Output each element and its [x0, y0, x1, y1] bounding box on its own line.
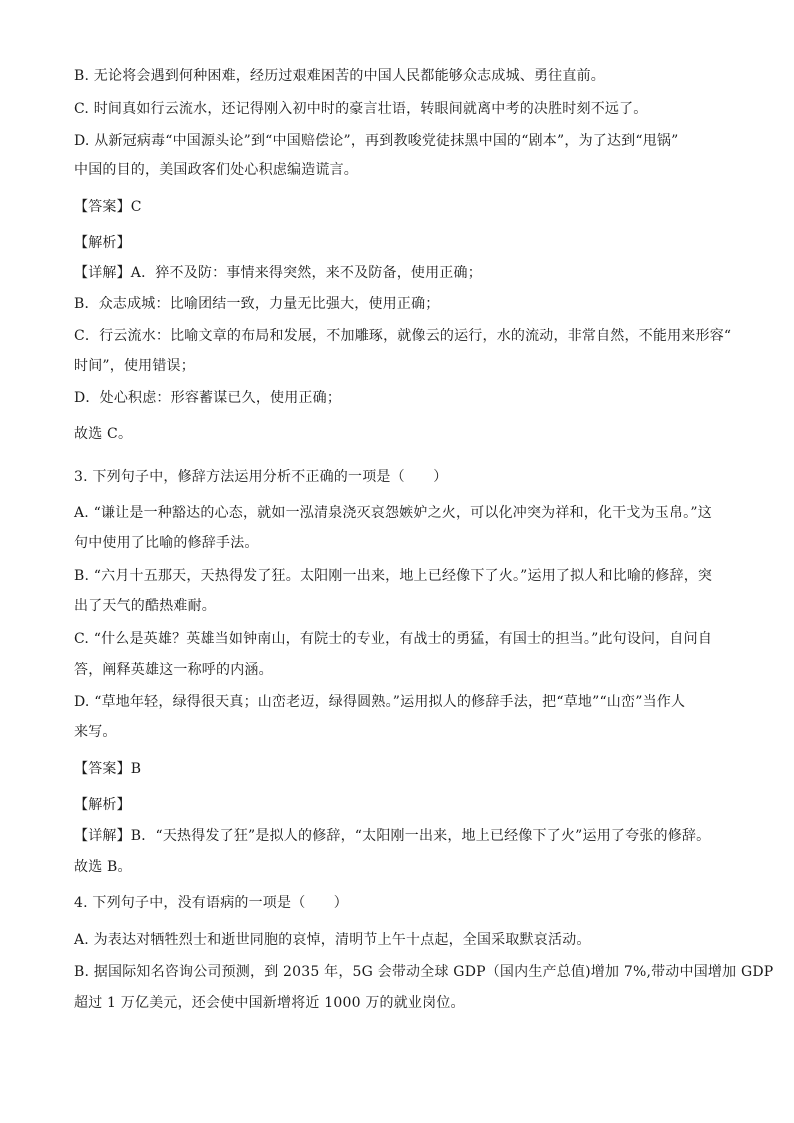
q4-option-a: A. 为表达对牺牲烈士和逝世同胞的哀悼，清明节上午十点起，全国采取默哀活动。: [74, 932, 591, 948]
detail-d: D．处心积虑：形容蓄谋已久，使用正确；: [74, 390, 342, 406]
q3-option-c: C. “什么是英雄？英雄当如钟南山，有院士的专业，有战士的勇猛，有国士的担当。”此句设问，自问自: [74, 631, 713, 647]
detail-c-cont: 时间”，使用错误；: [74, 358, 195, 374]
question-4-title: 4. 下列句子中，没有语病的一项是（ ）: [74, 895, 349, 911]
q4-option-b-cont: 超过 1 万亿美元，还会使中国新增将近 1000 万的就业岗位。: [74, 995, 465, 1011]
detail-a: 【详解】A．猝不及防：事情来得突然，来不及防备，使用正确；: [74, 265, 482, 281]
q3-option-d: D. “草地年轻，绿得很天真；山峦老迈，绿得圆熟。”运用拟人的修辞手法，把“草地”“山峦”当作人: [74, 694, 686, 710]
detail-c: C．行云流水：比喻文章的布局和发展，不加雕琢，就像云的运行，水的流动，非常自然，不能用来形容“: [74, 328, 732, 344]
q3-conclusion: 故选 B。: [74, 859, 132, 875]
option-d-text-cont: 中国的目的，美国政客们处心积虑编造谎言。: [74, 162, 358, 178]
q3-option-d-cont: 来写。: [74, 724, 117, 740]
q4-option-b: B. 据国际知名咨询公司预测，到 2035 年，5G 会带动全球 GDP（国内生产总值)增加 7%,带动中国增加 GDP: [74, 964, 774, 980]
q3-analysis-label: 【解析】: [74, 797, 131, 813]
conclusion: 故选 C。: [74, 426, 133, 442]
option-b-text: B. 无论将会遇到何种困难，经历过艰难困苦的中国人民都能够众志成城、勇往直前。: [74, 68, 605, 84]
q3-option-b-cont: 出了天气的酷热难耐。: [74, 598, 216, 614]
q3-option-b: B. “六月十五那天，天热得发了狂。太阳刚一出来，地上已经像下了火。”运用了拟人和比喻的修辞，突: [74, 568, 713, 584]
answer-label: 【答案】C: [74, 199, 142, 215]
analysis-label: 【解析】: [74, 235, 131, 251]
q3-option-a: A. “谦让是一种豁达的心态，就如一泓清泉浇灭哀怨嫉妒之火，可以化冲突为祥和，化干戈为玉帛。”这: [74, 505, 712, 521]
detail-b: B．众志成城：比喻团结一致，力量无比强大，使用正确；: [74, 296, 440, 312]
q3-option-c-cont: 答，阐释英雄这一称呼的内涵。: [74, 662, 273, 678]
option-d-text: D. 从新冠病毒“中国源头论”到“中国赔偿论”，再到教唆党徒抹黑中国的“剧本”，为了达到“甩锅”: [74, 133, 679, 149]
q3-answer-label: 【答案】B: [74, 761, 142, 777]
option-c-text: C. 时间真如行云流水，还记得刚入初中时的豪言壮语，转眼间就离中考的决胜时刻不远了。: [74, 101, 648, 117]
question-3-title: 3. 下列句子中，修辞方法运用分析不正确的一项是（ ）: [74, 469, 448, 485]
q3-detail: 【详解】B．“天热得发了狂”是拟人的修辞，“太阳刚一出来，地上已经像下了火”运用了夸张的修辞。: [74, 828, 711, 844]
q3-option-a-cont: 句中使用了比喻的修辞手法。: [74, 535, 259, 551]
